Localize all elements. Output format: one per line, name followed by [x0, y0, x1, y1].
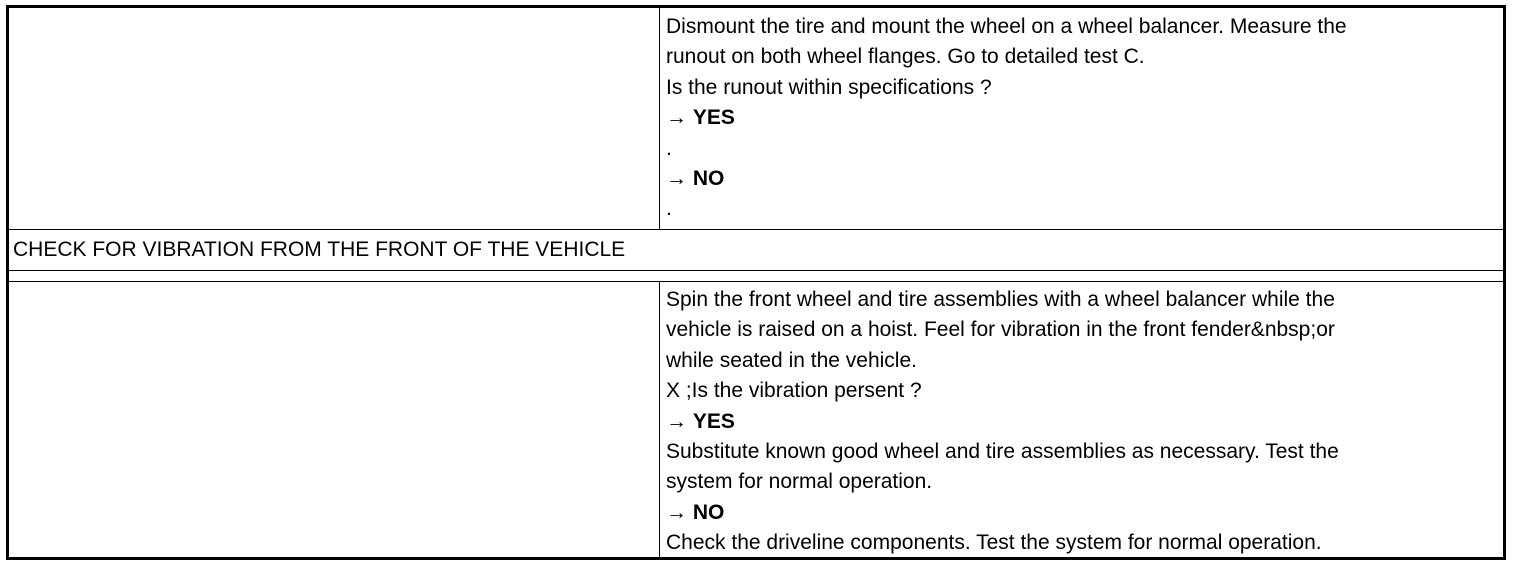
no-label: NO — [692, 167, 725, 191]
question-line: X ;Is the vibration persent ? — [666, 379, 922, 403]
no-result: Check the driveline components. Test the system for normal operation. — [666, 531, 1322, 555]
section-heading: CHECK FOR VIBRATION FROM THE FRONT OF THE VEHICLE — [13, 238, 626, 261]
instruction-line: while seated in the vehicle. — [666, 348, 917, 372]
yes-result: Substitute known good wheel and tire assemblies as necessary. Test the — [666, 440, 1339, 464]
no-branch — [666, 164, 1499, 194]
step-instructions — [666, 12, 1499, 225]
arrow-right-icon: → — [666, 409, 687, 433]
step-row-runout — [9, 8, 1503, 230]
column-divider — [659, 282, 660, 557]
no-label: NO — [692, 500, 725, 524]
question-line: Is the runout within specifications ? — [666, 75, 992, 99]
yes-label: YES — [692, 409, 735, 433]
yes-label: YES — [692, 106, 735, 130]
no-branch — [666, 498, 1499, 528]
yes-branch — [666, 103, 1499, 133]
yes-result: system for normal operation. — [666, 470, 933, 494]
section-heading-row — [9, 230, 1503, 270]
procedure-table — [6, 5, 1506, 560]
yes-branch — [666, 407, 1499, 437]
step-row-vibration — [9, 282, 1503, 557]
yes-result: . — [666, 136, 672, 160]
instruction-line: Spin the front wheel and tire assemblies with a wheel balancer while the — [666, 288, 1335, 311]
column-divider — [659, 8, 660, 230]
spacer-row — [9, 271, 1503, 281]
no-result: . — [666, 197, 672, 221]
arrow-right-icon: → — [666, 500, 687, 524]
instruction-line: Dismount the tire and mount the wheel on a wheel balancer. Measure the — [666, 15, 1347, 38]
step-instructions — [666, 285, 1499, 559]
arrow-right-icon: → — [666, 167, 687, 191]
arrow-right-icon: → — [666, 106, 687, 130]
instruction-line: runout on both wheel flanges. Go to detailed test C. — [666, 45, 1145, 69]
instruction-line: vehicle is raised on a hoist. Feel for vibration in the front fender&nbsp;or — [666, 318, 1335, 342]
